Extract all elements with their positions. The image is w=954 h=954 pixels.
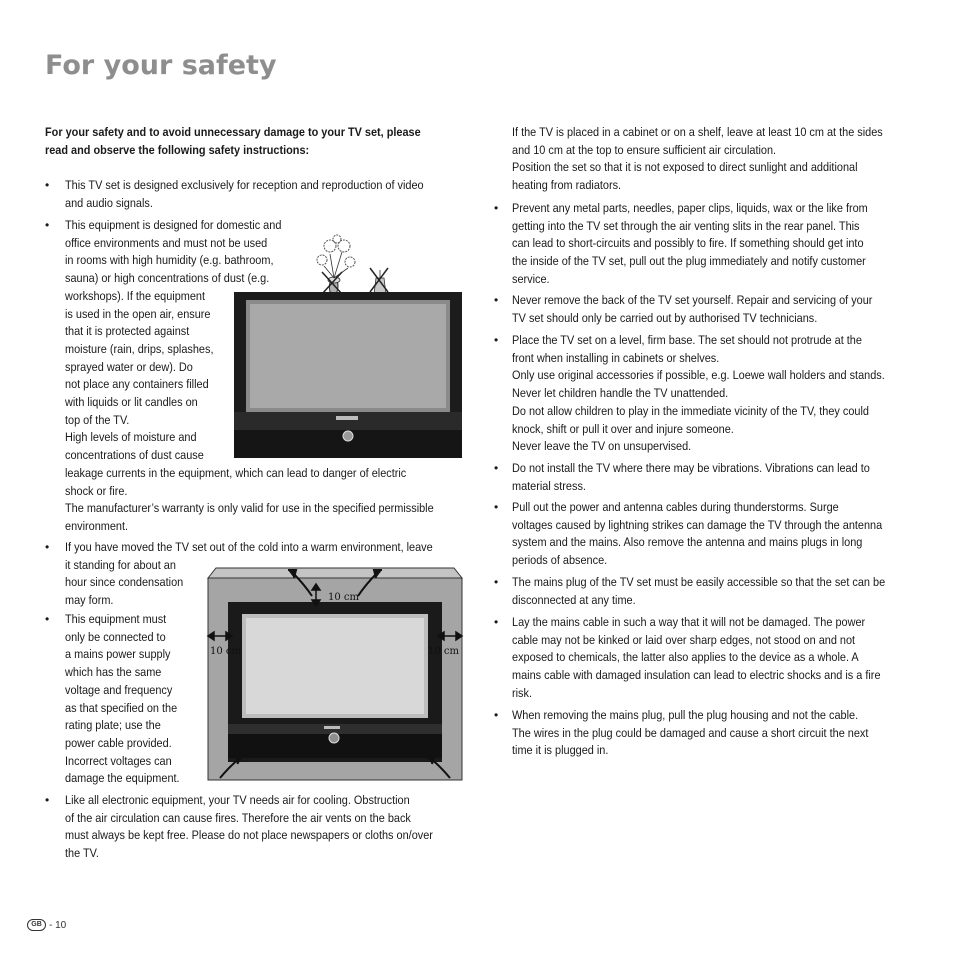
text-line: concentrations of dust cause bbox=[65, 448, 204, 463]
text-line: in rooms with high humidity (e.g. bathroom, bbox=[65, 253, 274, 268]
text-line: rating plate; use the bbox=[65, 718, 161, 733]
text-line: voltage and frequency bbox=[65, 682, 173, 697]
text-line: The manufacturer’s warranty is only valid for use in the specified permissible bbox=[65, 501, 434, 516]
text-line: workshops). If the equipment bbox=[65, 288, 206, 303]
text-line: as that specified on the bbox=[65, 700, 178, 715]
text-line: office environments and must not be used bbox=[65, 235, 268, 250]
text-line: environment. bbox=[65, 518, 129, 533]
text-line: service. bbox=[512, 271, 550, 286]
text-line: This equipment must bbox=[65, 612, 167, 626]
text-line: a mains power supply bbox=[65, 647, 171, 662]
text-line: the TV. bbox=[65, 846, 99, 861]
bullet-marker: • bbox=[494, 333, 499, 347]
bullet-marker: • bbox=[494, 575, 499, 589]
text-line: risk. bbox=[512, 685, 532, 700]
text-line: which has the same bbox=[65, 665, 162, 680]
bullet-marker: • bbox=[494, 293, 499, 307]
text-line: the inside of the TV set, pull out the plug immediately and notify customer bbox=[512, 254, 866, 269]
text-line: sauna) or high concentrations of dust (e.g. bbox=[65, 271, 270, 286]
tv-vase-illustration bbox=[232, 234, 464, 460]
left-clearance-label: 10 cm bbox=[210, 646, 241, 657]
text-line: periods of absence. bbox=[512, 553, 608, 568]
text-line: not place any containers filled bbox=[65, 377, 209, 392]
top-clearance-label: 10 cm bbox=[328, 592, 359, 603]
text-line: Like all electronic equipment, your TV needs air for cooling. Obstruction bbox=[65, 793, 410, 807]
text-line: cable may not be kinked or laid over sharp edges, not stood on and not bbox=[512, 632, 856, 647]
text-line: of the air circulation can cause fires. Therefore the air vents on the back bbox=[65, 810, 411, 825]
bullet-marker: • bbox=[494, 615, 499, 629]
text-line: that it is protected against bbox=[65, 324, 190, 339]
text-line: This equipment is designed for domestic and bbox=[65, 218, 282, 232]
bullet-marker: • bbox=[494, 708, 499, 722]
text-line: Lay the mains cable in such a way that it will not be damaged. The power bbox=[512, 615, 866, 629]
page-title: For your safety bbox=[45, 50, 277, 81]
text-line: Never remove the back of the TV set yourself. Repair and servicing of your bbox=[512, 293, 873, 307]
text-line: When removing the mains plug, pull the plug housing and not the cable. bbox=[512, 708, 859, 722]
page-number: - 10 bbox=[49, 919, 67, 931]
text-line: and audio signals. bbox=[65, 195, 153, 210]
text-line: with liquids or lit candles on bbox=[65, 395, 198, 409]
text-line: disconnected at any time. bbox=[512, 592, 636, 607]
vase-icon bbox=[317, 235, 355, 294]
text-line: is used in the open air, ensure bbox=[65, 306, 211, 321]
text-line: hour since condensation bbox=[65, 575, 184, 590]
text-line: Do not allow children to play in the immediate vicinity of the TV, they could bbox=[512, 403, 869, 418]
text-line: TV set should only be carried out by authorised TV technicians. bbox=[512, 310, 818, 325]
text-line: Prevent any metal parts, needles, paper clips, liquids, wax or the like from bbox=[512, 201, 868, 215]
text-line: must always be kept free. Please do not place newspapers or cloths on/over bbox=[65, 828, 433, 843]
text-line: system and the mains. Also remove the antenna and mains plugs in long bbox=[512, 535, 863, 550]
text-line: If you have moved the TV set out of the cold into a warm environment, leave bbox=[65, 540, 433, 554]
text-line: Never leave the TV on unsupervised. bbox=[512, 439, 692, 454]
text-line: Do not install the TV where there may be vibrations. Vibrations can lead to bbox=[512, 461, 870, 475]
text-line: Position the set so that it is not exposed to direct sunlight and additional bbox=[512, 160, 858, 175]
text-line: sprayed water or dew). Do bbox=[65, 359, 193, 374]
text-line: damage the equipment. bbox=[65, 771, 180, 786]
bullet-marker: • bbox=[494, 201, 499, 215]
bullet-marker: • bbox=[45, 178, 50, 192]
text-line: Incorrect voltages can bbox=[65, 753, 172, 768]
bullet-marker: • bbox=[45, 540, 50, 554]
text-line: Place the TV set on a level, firm base. The set should not protrude at the bbox=[512, 333, 862, 347]
tv-icon bbox=[234, 292, 462, 458]
text-line: voltages caused by lightning strikes can damage the TV through the antenna bbox=[512, 517, 883, 532]
text-line: material stress. bbox=[512, 478, 586, 493]
text-line: leakage currents in the equipment, which can lead to danger of electric bbox=[65, 465, 407, 480]
text-line: may form. bbox=[65, 593, 114, 608]
bullet-marker: • bbox=[494, 461, 499, 475]
candle-icon bbox=[370, 268, 388, 294]
text-line: Only use original accessories if possible, e.g. Loewe wall holders and stands. bbox=[512, 368, 885, 383]
text-line: The wires in the plug could be damaged and cause a short circuit the next bbox=[512, 725, 869, 740]
text-line: If the TV is placed in a cabinet or on a shelf, leave at least 10 cm at the sides bbox=[512, 125, 883, 139]
cabinet-clearance-illustration bbox=[206, 566, 464, 782]
text-line: it standing for about an bbox=[65, 557, 176, 572]
text-line: power cable provided. bbox=[65, 735, 172, 750]
text-line: For your safety and to avoid unnecessary damage to your TV set, please bbox=[45, 125, 421, 139]
text-line: High levels of moisture and bbox=[65, 430, 197, 445]
bullet-marker: • bbox=[45, 793, 50, 807]
text-line: shock or fire. bbox=[65, 483, 128, 498]
gb-badge: GB bbox=[27, 919, 46, 931]
text-line: Never let children handle the TV unattended. bbox=[512, 386, 729, 401]
text-line: only be connected to bbox=[65, 629, 166, 644]
text-line: The mains plug of the TV set must be easily accessible so that the set can be bbox=[512, 575, 886, 589]
text-line: Pull out the power and antenna cables during thunderstorms. Surge bbox=[512, 500, 839, 514]
text-line: moisture (rain, drips, splashes, bbox=[65, 341, 214, 356]
text-line: and 10 cm at the top to ensure sufficient air circulation. bbox=[512, 142, 777, 157]
text-line: front when installing in cabinets or shelves. bbox=[512, 350, 720, 365]
page-footer bbox=[27, 919, 66, 931]
text-line: This TV set is designed exclusively for reception and reproduction of video bbox=[65, 178, 424, 192]
bullet-marker: • bbox=[494, 500, 499, 514]
bullet-marker: • bbox=[45, 612, 50, 626]
text-line: getting into the TV set through the air venting slits in the rear panel. This bbox=[512, 218, 860, 233]
text-line: can lead to short-circuits and possibly to fire. If something should get into bbox=[512, 236, 864, 251]
right-clearance-label: 10 cm bbox=[428, 646, 459, 657]
bullet-marker: • bbox=[45, 218, 50, 232]
text-line: exposed to chemicals, the latter also applies to the device as a whole. A bbox=[512, 650, 859, 665]
text-line: knock, shift or pull it over and injure someone. bbox=[512, 421, 734, 436]
text-line: read and observe the following safety instructions: bbox=[45, 142, 310, 157]
text-line: time it is plugged in. bbox=[512, 743, 609, 758]
text-line: top of the TV. bbox=[65, 412, 130, 427]
text-line: mains cable with damaged insulation can lead to electric shocks and is a fire bbox=[512, 668, 881, 683]
text-line: heating from radiators. bbox=[512, 178, 622, 193]
